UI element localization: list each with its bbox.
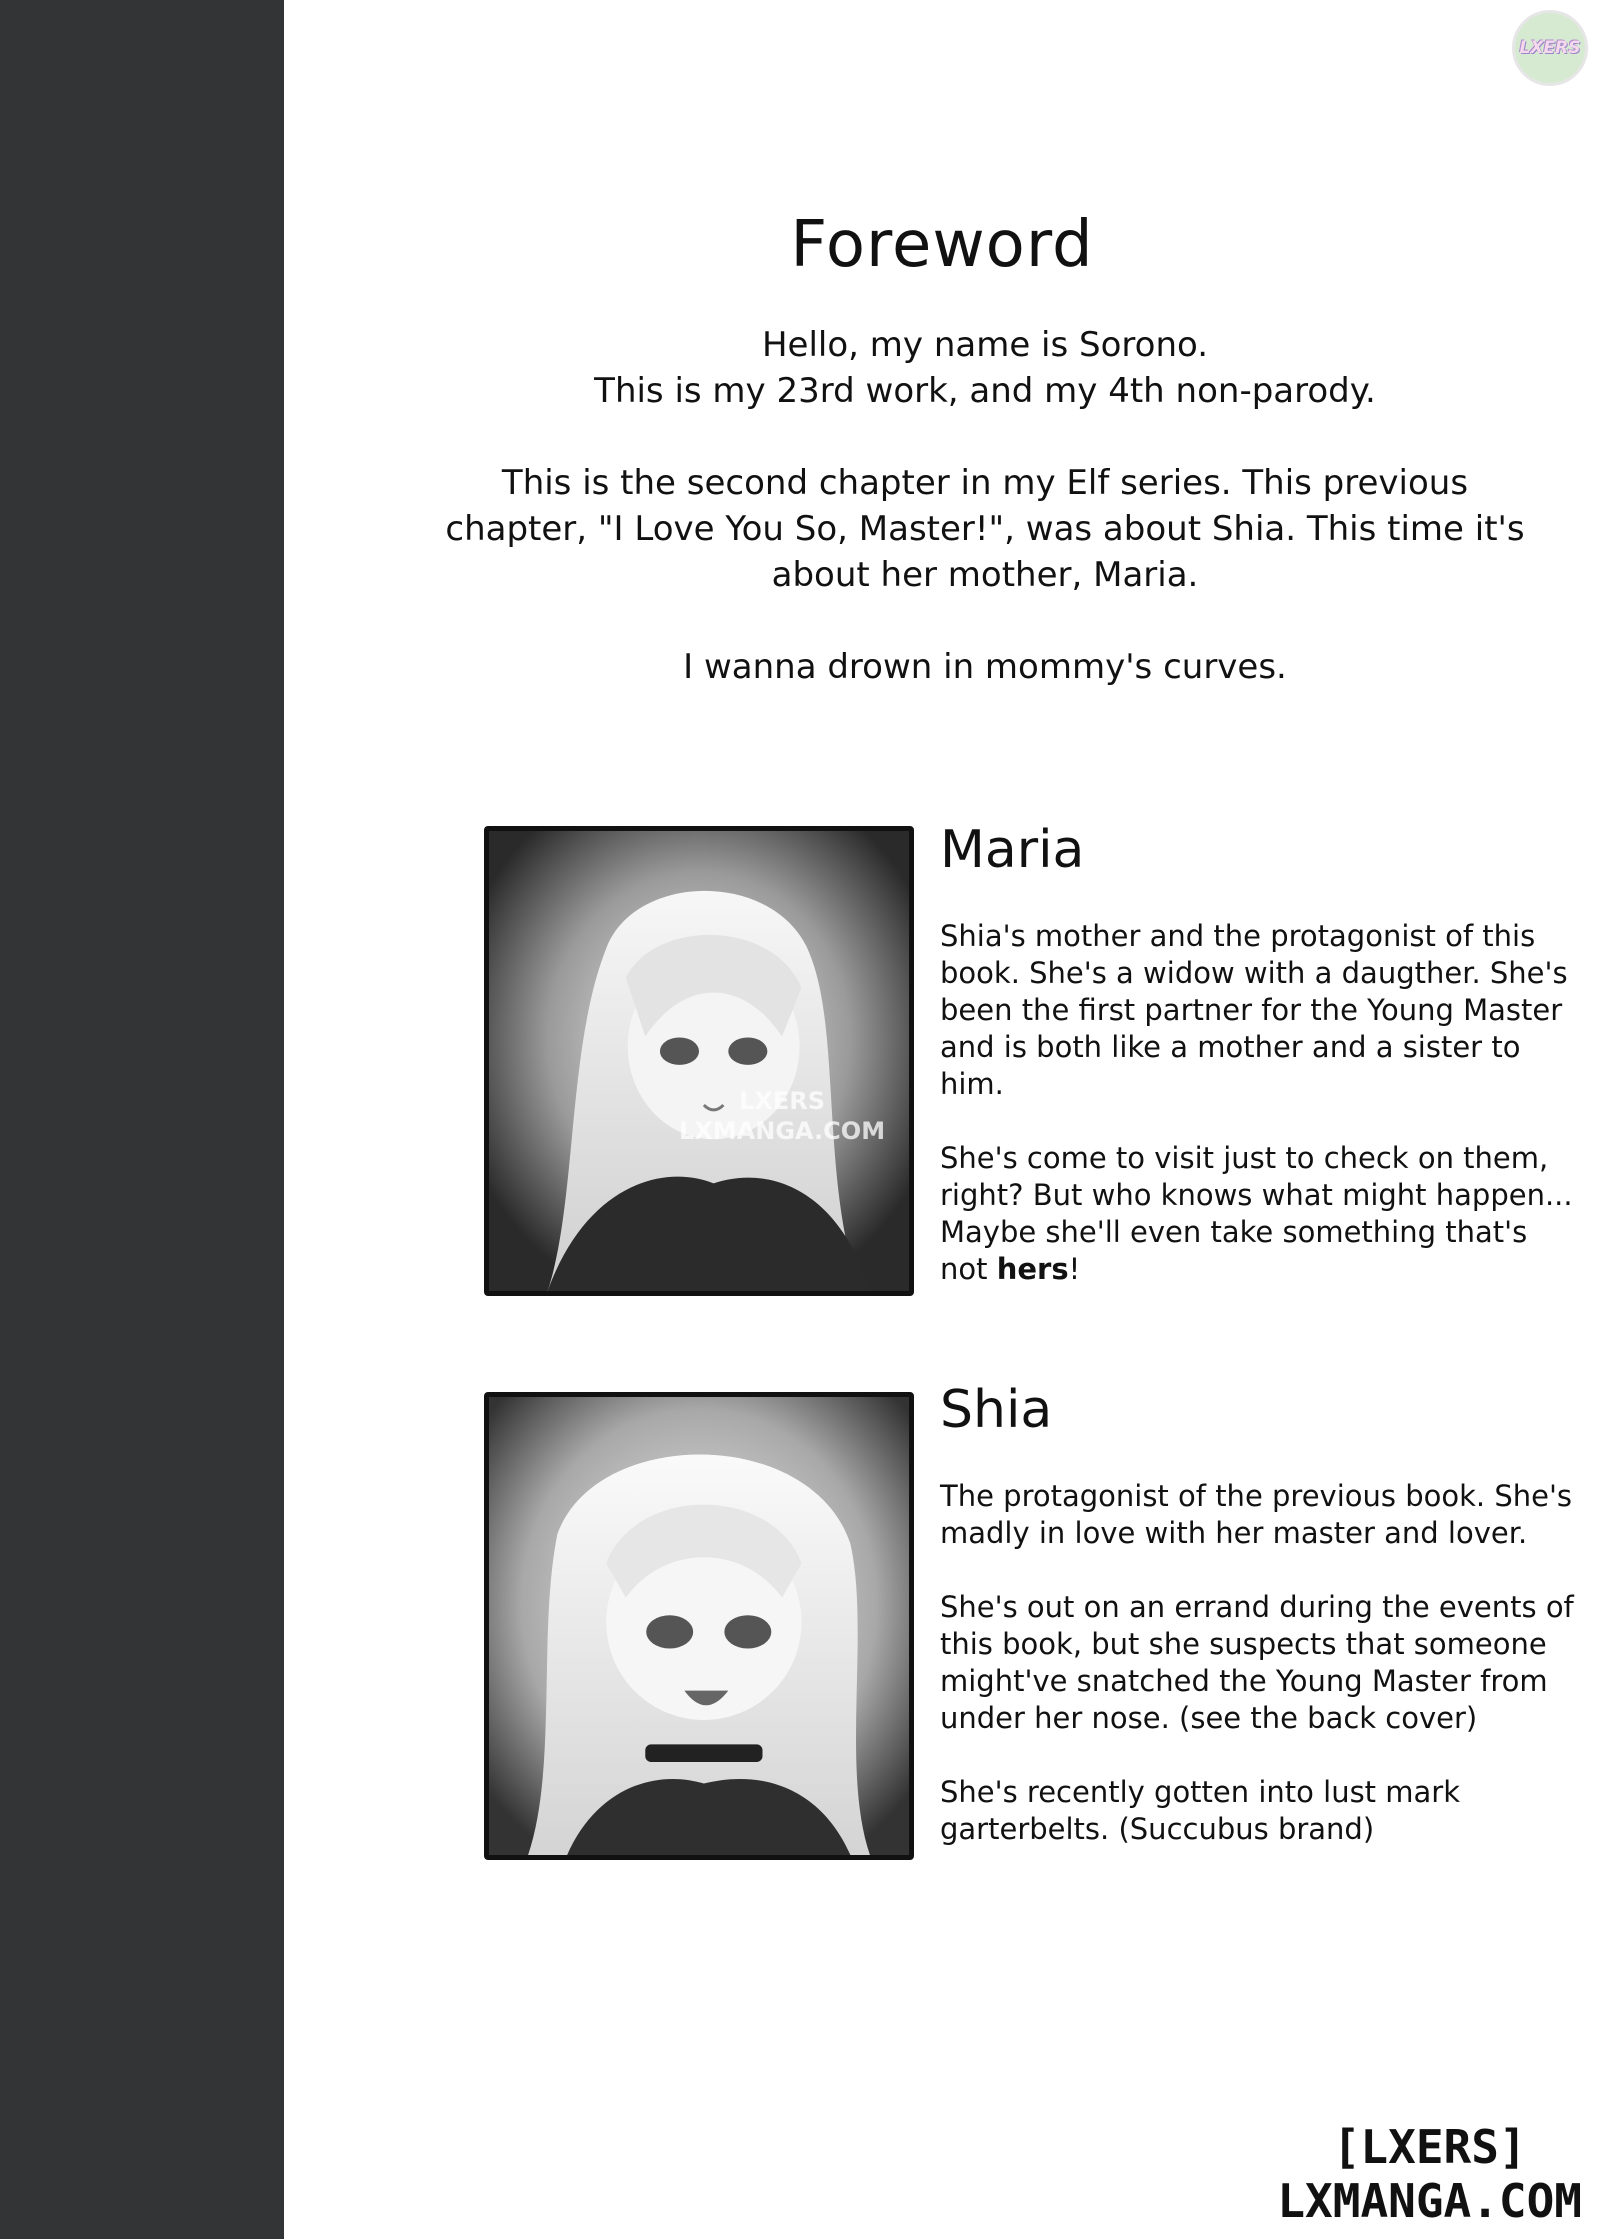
maria-description: [940, 918, 1580, 1325]
maria-paragraph-2: She's come to visit just to check on them, right? But who knows what might happen... Maybe she'll even take something that's not hers!: [940, 1141, 1573, 1286]
left-spine-bar: [0, 0, 284, 2239]
shia-portrait: [484, 1392, 914, 1860]
shia-name: Shia: [940, 1380, 1053, 1440]
shia-paragraph-3: She's recently gotten into lust mark garterbelts. (Succubus brand): [940, 1775, 1461, 1846]
footer-watermark-line1: [LXERS]: [1332, 2120, 1527, 2174]
maria-portrait: [484, 826, 914, 1296]
shia-portrait-image: [489, 1397, 909, 1855]
shia-paragraph-1: The protagonist of the previous book. She's madly in love with her master and lover.: [940, 1479, 1573, 1550]
maria-portrait-image: [489, 831, 909, 1291]
maria-name: Maria: [940, 820, 1085, 880]
intro-paragraph-1: Hello, my name is Sorono. This is my 23rd work, and my 4th non-parody.: [594, 325, 1376, 411]
intro-paragraph-3: I wanna drown in mommy's curves.: [683, 647, 1287, 687]
footer-watermark: [1277, 2120, 1582, 2228]
maria-emphasis: hers: [996, 1252, 1069, 1286]
shia-description: [940, 1478, 1580, 1885]
maria-paragraph-1: Shia's mother and the protagonist of this book. She's a widow with a daugther. She's been the first partner for the Young Master and is both like a mother and a sister to him.: [940, 919, 1568, 1101]
intro-paragraph-2: This is the second chapter in my Elf series. This previous chapter, "I Love You So, Master!", was about Shia. This time it's about her mother, Maria.: [445, 463, 1525, 595]
page-title: Foreword: [790, 208, 1094, 282]
logo-text: LXERS: [1519, 38, 1581, 58]
shia-paragraph-2: She's out on an errand during the events of this book, but she suspects that someone might've snatched the Young Master from under her nose. (see the back cover): [940, 1590, 1574, 1735]
maria-portrait-watermark: LXERS LXMANGA.COM: [679, 1087, 886, 1145]
intro-text: [440, 322, 1530, 736]
lxers-logo: [1512, 10, 1588, 86]
footer-watermark-line2: LXMANGA.COM: [1277, 2174, 1582, 2228]
